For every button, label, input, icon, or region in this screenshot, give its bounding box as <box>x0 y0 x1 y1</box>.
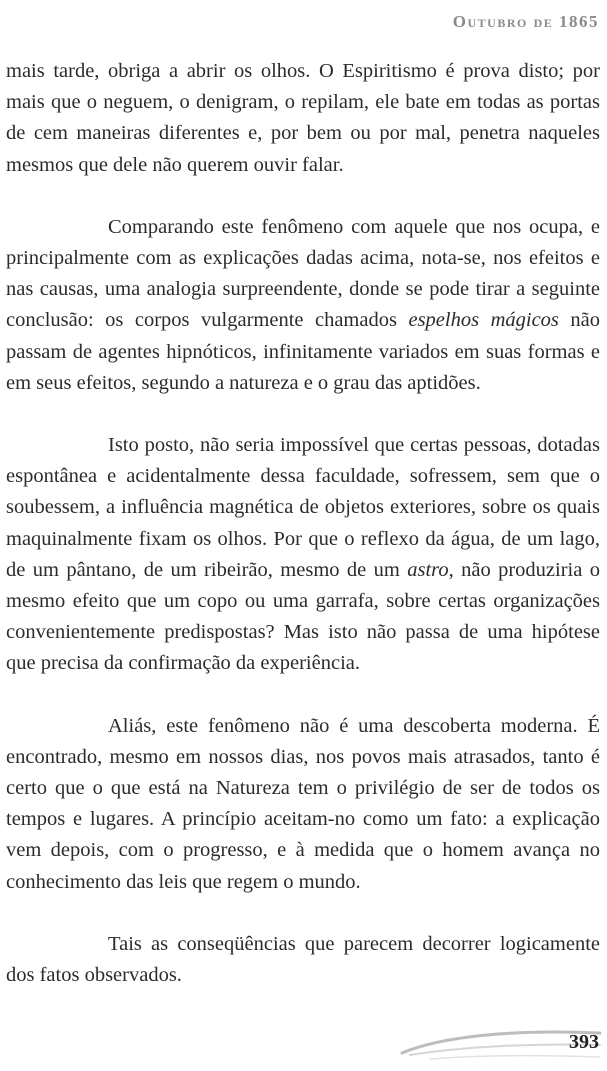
paragraph: Tais as conseqüências que parecem decorrer logicamente dos fatos observados. <box>6 932 600 987</box>
italic-term: espelhos mágicos <box>408 309 559 332</box>
paragraph-text: Isto posto, não seria impossível que certas pessoas, dotadas espontânea e acidentalmente dessa faculdade, sofressem, sem que o soubessem, a influência magnética de objetos exteriores, sobre os quais maquinalmente fixam os olhos. Por que o reflexo da água, de um lago, de um pântano, de um ribeirão, mesmo de um <box>6 434 600 581</box>
body-text <box>6 56 600 1022</box>
page-number: 393 <box>569 1031 599 1053</box>
paragraph-text: , não produziria o mesmo efeito que um copo ou uma garrafa, sobre certas organizações convenientemente predispostas? Mas isto não passa de uma hipótese que precisa da confirmação da experiência. <box>6 558 600 675</box>
paragraph <box>6 430 600 680</box>
paragraph: Aliás, este fenômeno não é uma descoberta moderna. É encontrado, mesmo em nossos dias, nos povos mais atrasados, tanto é certo que o que está na Natureza tem o privilégio de ser de todos os tempos e lugares. A princípio aceitam-no como um fato: a explicação vem depois, com o progresso, e à medida que o homem avança no conhecimento das leis que regem o mundo. <box>6 714 600 893</box>
paragraph-text: não passam de agentes hipnóticos, infinitamente variados em suas formas e em seus efeitos, segundo a natureza e o grau das aptidões. <box>6 309 600 394</box>
paragraph <box>6 212 600 399</box>
paragraph-text: Comparando este fenômeno com aquele que nos ocupa, e principalmente com as explicações dadas acima, nota-se, nos efeitos e nas causas, uma analogia surpreendente, donde se pode tirar a seguinte conclusão: os corpos vulgarmente chamados <box>6 215 600 332</box>
running-head: Outubro de 1865 <box>452 12 599 31</box>
italic-term: astro <box>407 558 449 581</box>
paragraph: mais tarde, obriga a abrir os olhos. O Espiritismo é prova disto; por mais que o neguem, o denigram, o repilam, ele bate em todas as portas de cem maneiras diferentes e, por bem ou por mal, penetra naqueles mesmos que dele não querem ouvir falar. <box>6 60 600 176</box>
